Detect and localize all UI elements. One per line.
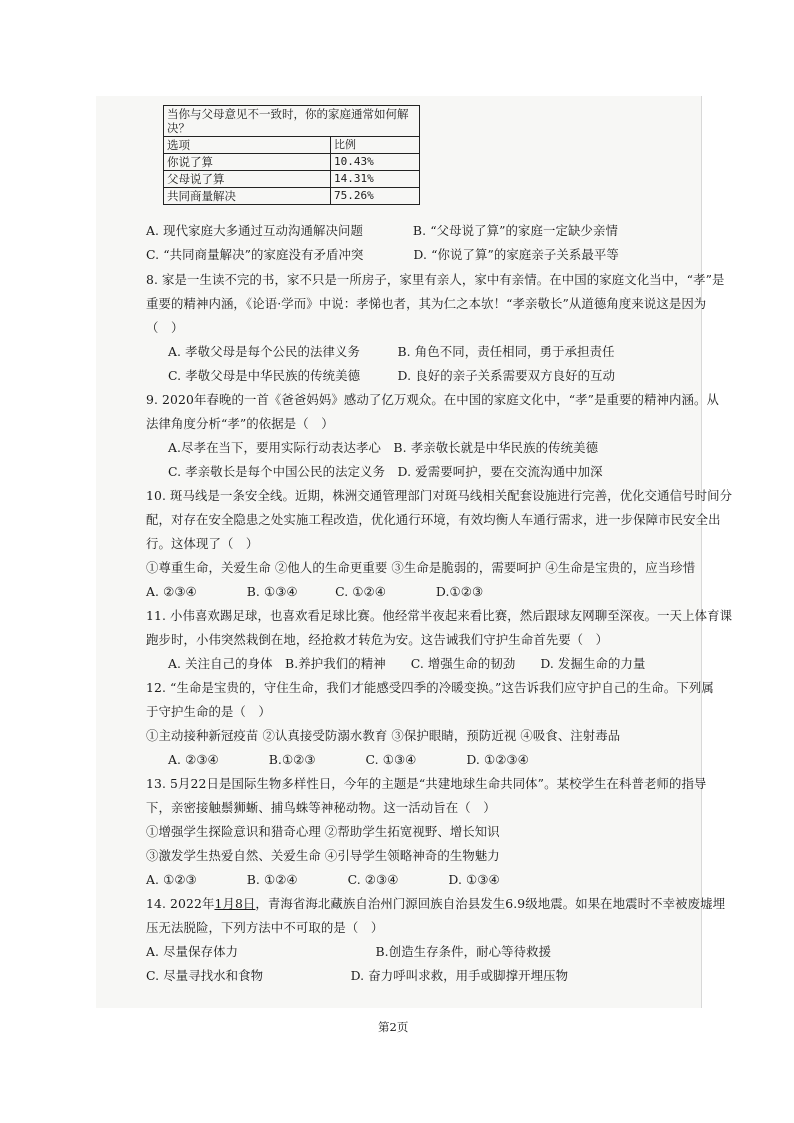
table-cell: 14.31% — [331, 171, 420, 188]
table-row — [164, 188, 420, 205]
q14-stem-prefix: 14. 2022年 — [146, 896, 215, 911]
q9-stem-line2: 法律角度分析“孝”的依据是（ ） — [146, 416, 334, 431]
q11-stem-line1: 11. 小伟喜欢踢足球，也喜欢看足球比赛。他经常半夜起来看比赛，然后跟球友网聊至深夜。一天上体育课 — [146, 608, 733, 623]
table-header-ratio: 比例 — [331, 137, 420, 154]
table-cell: 父母说了算 — [164, 171, 331, 188]
table-cell: 你说了算 — [164, 154, 331, 171]
table-cell: 75.26% — [331, 188, 420, 205]
q8-stem-line2: 重要的精神内涵，《论语·学而》中说：孝悌也者，其为仁之本欤！“孝亲敬长”从道德角度来说这是因为 — [146, 296, 707, 311]
q14-stem-line2: 压无法脱险，下列方法中不可取的是（ ） — [146, 920, 384, 935]
q10-stem-line3: 行。这体现了（ ） — [146, 536, 259, 551]
q14-options-ab: A. 尽量保存体力 B.创造生存条件，耐心等待救援 — [146, 944, 552, 959]
q14-date: 1月8日 — [214, 896, 256, 911]
table-header-option: 选项 — [164, 137, 331, 154]
q12-stem-line1: 12. “生命是宝贵的，守住生命，我们才能感受四季的冷暖变换。”这告诉我们应守护自己的生命。下列属 — [146, 680, 714, 695]
q12-options: A. ②③④ B.①②③ C. ①③④ D. ①②③④ — [168, 752, 529, 767]
q8-stem-line1: 8. 家是一生读不完的书，家不只是一所房子，家里有亲人，家中有亲情。在中国的家庭文化当中，“孝”是 — [146, 272, 725, 287]
table-row — [164, 171, 420, 188]
q10-stem-line1: 10. 斑马线是一条安全线。近期，株洲交通管理部门对斑马线相关配套设施进行完善，优化交通信号时间分 — [146, 488, 733, 503]
survey-table — [163, 105, 420, 205]
q7-options-ab: A. 现代家庭大多通过互动沟通解决问题 B. “父母说了算”的家庭一定缺少亲情 — [146, 223, 618, 238]
q11-stem-line2: 跑步时，小伟突然栽倒在地，经抢救才转危为安。这告诫我们守护生命首先要（ ） — [146, 632, 609, 647]
q9-options-cd: C. 孝亲敬长是每个中国公民的法定义务 D. 爱需要呵护，要在交流沟通中加深 — [168, 464, 603, 479]
q8-options-cd: C. 孝敬父母是中华民族的传统美德 D. 良好的亲子关系需要双方良好的互动 — [168, 368, 616, 383]
q8-options-ab: A. 孝敬父母是每个公民的法律义务 B. 角色不同，责任相同，勇于承担责任 — [168, 344, 615, 359]
q13-stem-line1: 13. 5月22日是国际生物多样性日，今年的主题是“共建地球生命共同体”。某校学生在科普老师的指导 — [146, 776, 707, 791]
q10-options: A. ②③④ B. ①③④ C. ①②④ D.①②③ — [146, 584, 484, 599]
table-cell: 10.43% — [331, 154, 420, 171]
q14-stem-line1 — [146, 896, 725, 912]
q8-stem-line3: （ ） — [146, 320, 184, 335]
q9-options-ab: A.尽孝在当下，要用实际行动表达孝心 B. 孝亲敬长就是中华民族的传统美德 — [168, 440, 599, 455]
survey-table-title: 当你与父母意见不一致时，你的家庭通常如何解决？ — [164, 106, 420, 137]
q13-stem-line2: 下，亲密接触鬃狮蜥、捕鸟蛛等神秘动物。这一活动旨在（ ） — [146, 800, 496, 815]
q11-options: A. 关注自己的身体 B.养护我们的精神 C. 增强生命的韧劲 D. 发掘生命的力量 — [168, 656, 646, 671]
q10-items: ①尊重生命，关爱生命 ②他人的生命更重要 ③生命是脆弱的，需要呵护 ④生命是宝贵的，应当珍惜 — [146, 560, 696, 575]
table-cell: 共同商量解决 — [164, 188, 331, 205]
q14-stem-suffix: ，青海省海北藏族自治州门源回族自治县发生6.9级地震。如果在地震时不幸被废墟埋 — [255, 896, 726, 911]
q12-items: ①主动接种新冠疫苗 ②认真接受防溺水教育 ③保护眼睛，预防近视 ④吸食、注射毒品 — [146, 728, 621, 743]
q14-options-cd: C. 尽量寻找水和食物 D. 奋力呼叫求救，用手或脚撑开埋压物 — [146, 968, 569, 983]
q13-items-line1: ①增强学生探险意识和猎奇心理 ②帮助学生拓宽视野、增长知识 — [146, 824, 500, 839]
q9-stem-line1: 9. 2020年春晚的一首《爸爸妈妈》感动了亿万观众。在中国的家庭文化中，“孝”是重要的精神内涵。从 — [146, 392, 719, 407]
q7-options-cd: C. “共同商量解决”的家庭没有矛盾冲突 D. “你说了算”的家庭亲子关系最平等 — [146, 247, 619, 262]
page-number: 第2页 — [378, 1020, 409, 1034]
q13-options: A. ①②③ B. ①②④ C. ②③④ D. ①③④ — [146, 872, 500, 887]
q10-stem-line2: 配，对存在安全隐患之处实施工程改造，优化通行环境，有效均衡人车通行需求，进一步保障市民安全出 — [146, 512, 721, 527]
q12-stem-line2: 于守护生命的是（ ） — [146, 704, 271, 719]
table-row — [164, 154, 420, 171]
q13-items-line2: ③激发学生热爱自然、关爱生命 ④引导学生领略神奇的生物魅力 — [146, 848, 500, 863]
